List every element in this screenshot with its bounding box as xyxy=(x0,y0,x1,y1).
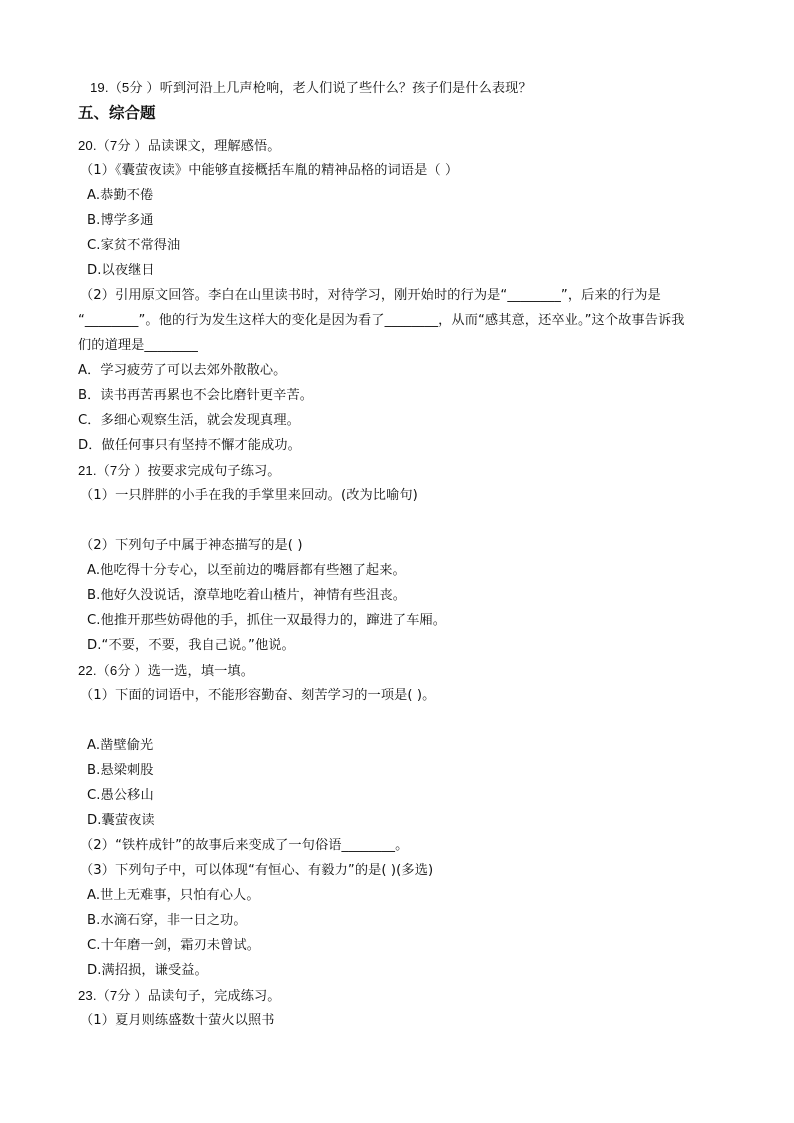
option-line: C．多细心观察生活，就会发现真理。 xyxy=(78,413,300,428)
option-line: A.凿壁偷光 xyxy=(87,738,154,753)
option-line: B．读书再苦再累也不会比磨针更辛苦。 xyxy=(78,388,314,403)
question-19-text: 19.（5分 ）听到河沿上几声枪响，老人们说了些什么？孩子们是什么表现？ xyxy=(90,80,532,95)
option-line: D.“不要，不要，我自己说。”他说。 xyxy=(87,638,295,653)
option-line: C.愚公移山 xyxy=(87,788,154,803)
option-line: A.恭勤不倦 xyxy=(87,188,154,203)
question-22-part1: （1）下面的词语中，不能形容勤奋、刻苦学习的一项是( )。 xyxy=(80,688,436,703)
question-20-part2-line3: 们的道理是________ xyxy=(78,338,198,353)
question-22-part3: （3）下列句子中，可以体现“有恒心、有毅力”的是( )(多选) xyxy=(80,863,434,878)
question-23-heading: 23.（7分 ）品读句子，完成练习。 xyxy=(78,988,281,1003)
option-line: B.他好久没说话，潦草地吃着山楂片，神情有些沮丧。 xyxy=(87,588,407,603)
option-line: D.囊萤夜读 xyxy=(87,813,155,828)
option-line: D.以夜继日 xyxy=(87,263,155,278)
question-21-part1: （1）一只胖胖的小手在我的手掌里来回动。(改为比喻句) xyxy=(80,488,418,503)
option-line: A．学习疲劳了可以去郊外散散心。 xyxy=(78,363,287,378)
question-20-part2-line2: “________”。他的行为发生这样大的变化是因为看了________，从而“感其意，还卒业。”这个故事告诉我 xyxy=(78,313,685,328)
question-22-part2: （2）“铁杵成针”的故事后来变成了一句俗语________。 xyxy=(80,838,409,853)
question-20-part1: （1）《囊萤夜读》中能够直接概括车胤的精神品格的词语是（ ） xyxy=(80,163,459,178)
option-line: C.十年磨一剑，霜刃未曾试。 xyxy=(87,938,261,953)
option-line: B.水滴石穿，非一日之功。 xyxy=(87,913,247,928)
option-line: D．做任何事只有坚持不懈才能成功。 xyxy=(78,438,301,453)
option-line: C.家贫不常得油 xyxy=(87,238,181,253)
option-line: A.他吃得十分专心，以至前边的嘴唇都有些翘了起来。 xyxy=(87,563,406,578)
question-22-heading: 22.（6分 ）选一选，填一填。 xyxy=(78,663,254,678)
option-line: B.博学多通 xyxy=(87,213,154,228)
option-line: B.悬梁刺股 xyxy=(87,763,154,778)
option-line: D.满招损，谦受益。 xyxy=(87,963,208,978)
question-21-heading: 21.（7分 ）按要求完成句子练习。 xyxy=(78,463,281,478)
section-five-heading: 五、综合题 xyxy=(78,104,156,122)
question-20-heading: 20.（7分 ）品读课文，理解感悟。 xyxy=(78,138,281,153)
question-20-part2-line1: （2）引用原文回答。李白在山里读书时，对待学习，刚开始时的行为是“________”，后来的行为是 xyxy=(80,288,661,303)
question-23-part1: （1）夏月则练盛数十萤火以照书 xyxy=(80,1013,275,1028)
option-line: C.他推开那些妨碍他的手，抓住一双最得力的，蹿进了车厢。 xyxy=(87,613,447,628)
question-21-part2: （2）下列句子中属于神态描写的是( ) xyxy=(80,538,303,553)
option-line: A.世上无难事，只怕有心人。 xyxy=(87,888,260,903)
